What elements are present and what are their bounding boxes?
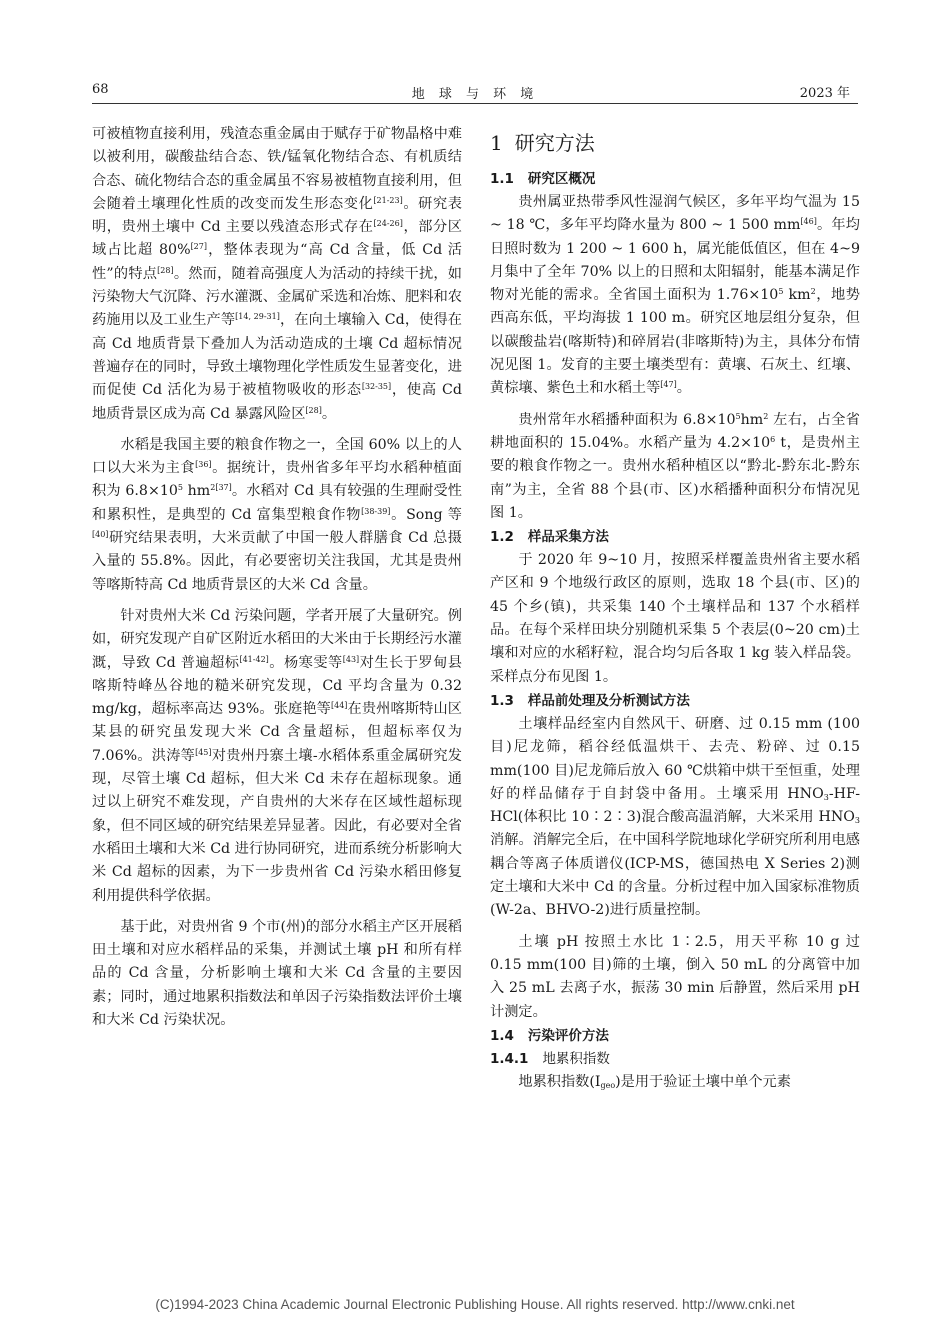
subsubsection-heading: 1.4.1 地累积指数 [490,1050,610,1067]
citation: [41-42] [239,654,269,664]
subsection-heading: 1.1 研究区概况 [490,171,596,187]
paragraph: 地累积指数$(I_{geo})$是用于验证土壤中单个元素 [518,1073,791,1090]
citation: [44] [330,701,348,711]
paragraph: 土壤样品经室内自然风干、研磨、过 0.15 mm (100 目)尼龙筛，稻谷经低温烘干、去壳、粉碎、过 0.15 mm(100 目)尼龙筛后放入 60 ℃烘箱中烘干至恒重，处理好的样品储存于自封袋中备用。土壤采用 $HNO_3-HF-$ HCl(体积比 10∶2∶3)混合酸高温消解，大米采用 $HNO_3$ 消解。消解完全后，在中国科学院地球化学研究所利用电感耦合等离子体质谱仪(ICP-MS，德国热电 X Series 2)测定土壤和大米中 Cd 的含量。分析过程中加入国家标准物质(W-2a、BHVO-2)进行质量控制。 [490,715,860,919]
paragraph: 土壤 pH 按照土水比 1∶2.5，用天平称 10 g 过 0.15 mm(100 目)筛的土壤，倒入 50 mL 的分离管中加入 25 mL 去离子水，振荡 30 min 后静置，然后采用 pH 计测定。 [490,933,860,1020]
page-number: 68 [92,82,109,97]
citation: [37] [215,483,232,493]
citation: [14, 29-31] [235,312,280,322]
header-rule [92,103,858,104]
citation: [40] [92,530,109,540]
journal-title: 地 球 与 环 境 [411,87,539,102]
citation: [45] [195,747,212,757]
citation: [47] [660,380,677,390]
right-column [490,123,860,1094]
left-column [92,123,462,1032]
citation: [24-26] [373,219,403,229]
citation: [38-39] [361,506,391,516]
subsection-heading: 1.3 样品前处理及分析测试方法 [490,692,690,709]
publication-year: 2023 年 [799,86,850,101]
citation: [28] [157,265,174,275]
paragraph: 贵州常年水稻播种面积为 $6.8\times 10^5hm^2$ 左右，占全省耕地面积的 15.04%。水稻产量为 $4.2\times 10^6$ t，是贵州主要的粮食作物之一。贵州水稻种植区以“黔北-黔东北-黔东南”为主，全省 88 个县(市、区)水稻播种面积分布情况见图 1。 [490,411,861,521]
paragraph: 基于此，对贵州省 9 个市(州)的部分水稻主产区开展稻田土壤和对应水稻样品的采集，并测试土壤 pH 和所有样品的 Cd 含量，分析影响土壤和大米 Cd 含量的主要因素；同时，通过地累积指数法和单因子污染指数法评价土壤和大米 Cd 污染状况。 [92,918,462,1028]
citation: [27] [190,242,207,252]
subsection-heading: 1.2 样品采集方法 [490,529,609,546]
citation: [21-23] [373,195,403,205]
citation: [43] [342,654,360,664]
citation: [36] [195,460,212,470]
running-header [0,78,950,102]
citation: [32-35] [361,382,392,392]
paragraph: 针对贵州大米 Cd 污染问题，学者开展了大量研究。例如，研究发现产自矿区附近水稻田的大米由于长期经污水灌溉，导致 Cd 普遍超标[41-42]。杨寒雯等[43]对生长于罗甸县喀斯特峰丛谷地的糙米研究发现，Cd 平均含量为 0.32 mg/kg，超标率高达 93%。张庭艳等[44]在贵州喀斯特山区某县的研究虽发现大米 Cd 含量超标，但超标率仅为 7.06%。洪涛等[45]对贵州丹寨土壤-水稻体系重金属研究发现，尽管土壤 Cd 超标，但大米 Cd 未存在超标现象。通过以上研究不难发现，产自贵州的大米存在区域性超标现象，但不同区域的研究结果差异显著。因此，有必要对全省水稻田土壤和大米 Cd 进行协同研究，进而系统分析影响大米 Cd 超标的因素，为下一步贵州省 Cd 污染水稻田修复利用提供科学依据。 [92,607,462,904]
paragraph: 水稻是我国主要的粮食作物之一，全国 60% 以上的人口以大米为主食[36]。据统计，贵州省多年平均水稻种植面积为 $6.8\times 10^5$ $hm^{2[37]}$。水稻对 Cd 具有较强的生理耐受性和累积性，是典型的 Cd 富集型粮食作物[38-39]。Song 等[40]研究结果表明，大米贡献了中国一般人群膳食 Cd 总摄入量的 55.8%。因此，有必要密切关注我国，尤其是贵州等喀斯特高 Cd 地质背景区的大米 Cd 含量。 [92,436,462,593]
copyright-footer: (C)1994-2023 China Academic Journal Electronic Publishing House. All rights reserved. http://www.cnki.net [155,1297,795,1312]
section-heading: 1 研究方法 [490,131,595,155]
paragraph: 贵州属亚热带季风性湿润气候区，多年平均气温为 15 ~ 18 ℃，多年平均降水量为 800 ~ 1 500 mm[46]。年均日照时数为 1 200 ~ 1 600 h，属光能低值区，但在 4~9 月集中了全年 70% 以上的日照和太阳辐射，能基本满足作物对光能的需求。全省国土面积为 $1.76\times 10^5$ $km^2$，地势西高东低，平均海拔 1 100 m。研究区地层组分复杂，但以碳酸盐岩(喀斯特)和碎屑岩(非喀斯特)为主，具体分布情况见图 1。发育的主要土壤类型有：黄壤、石灰土、红壤、黄棕壤、紫色土和水稻土等[47]。 [490,194,860,397]
paragraph: 可被植物直接利用，残渣态重金属由于赋存于矿物晶格中难以被利用，碳酸盐结合态、铁/锰氧化物结合态、有机质结合态、硫化物结合态的重金属虽不容易被植物直接利用，但会随着土壤理化性质的改变而发生形态变化[21-23]。研究表明，贵州土壤中 Cd 主要以残渣态形式存在[24-26]，部分区域占比超 80%[27]，整体表现为“高 Cd 含量，低 Cd 活性”的特点[28]。然而，随着高强度人为活动的持续干扰，如污染物大气沉降、污水灌溉、金属矿采选和冶炼、肥料和农药施用以及工业生产等[14, 29-31]，在向土壤输入 Cd，使得在高 Cd 地质背景下叠加人为活动造成的土壤 Cd 超标情况普遍存在的同时，导致土壤物理化学性质发生显著变化，进而促使 Cd 活化为易于被植物吸收的形态[32-35]，使高 Cd 地质背景区成为高 Cd 暴露风险区[28]。 [92,126,462,422]
paragraph: 于 2020 年 9~10 月，按照采样覆盖贵州省主要水稻产区和 9 个地级行政区的原则，选取 18 个县(市、区)的 45 个乡(镇)，共采集 140 个土壤样品和 137 个水稻样品。在每个采样田块分别随机采集 5 个表层(0~20 cm)土壤和对应的水稻籽粒，混合均匀后各取 1 kg 装入样品袋。采样点分布见图 1。 [490,552,860,685]
subsection-heading: 1.4 污染评价方法 [490,1027,609,1044]
citation: [46] [800,217,817,227]
citation: [28] [305,405,322,415]
